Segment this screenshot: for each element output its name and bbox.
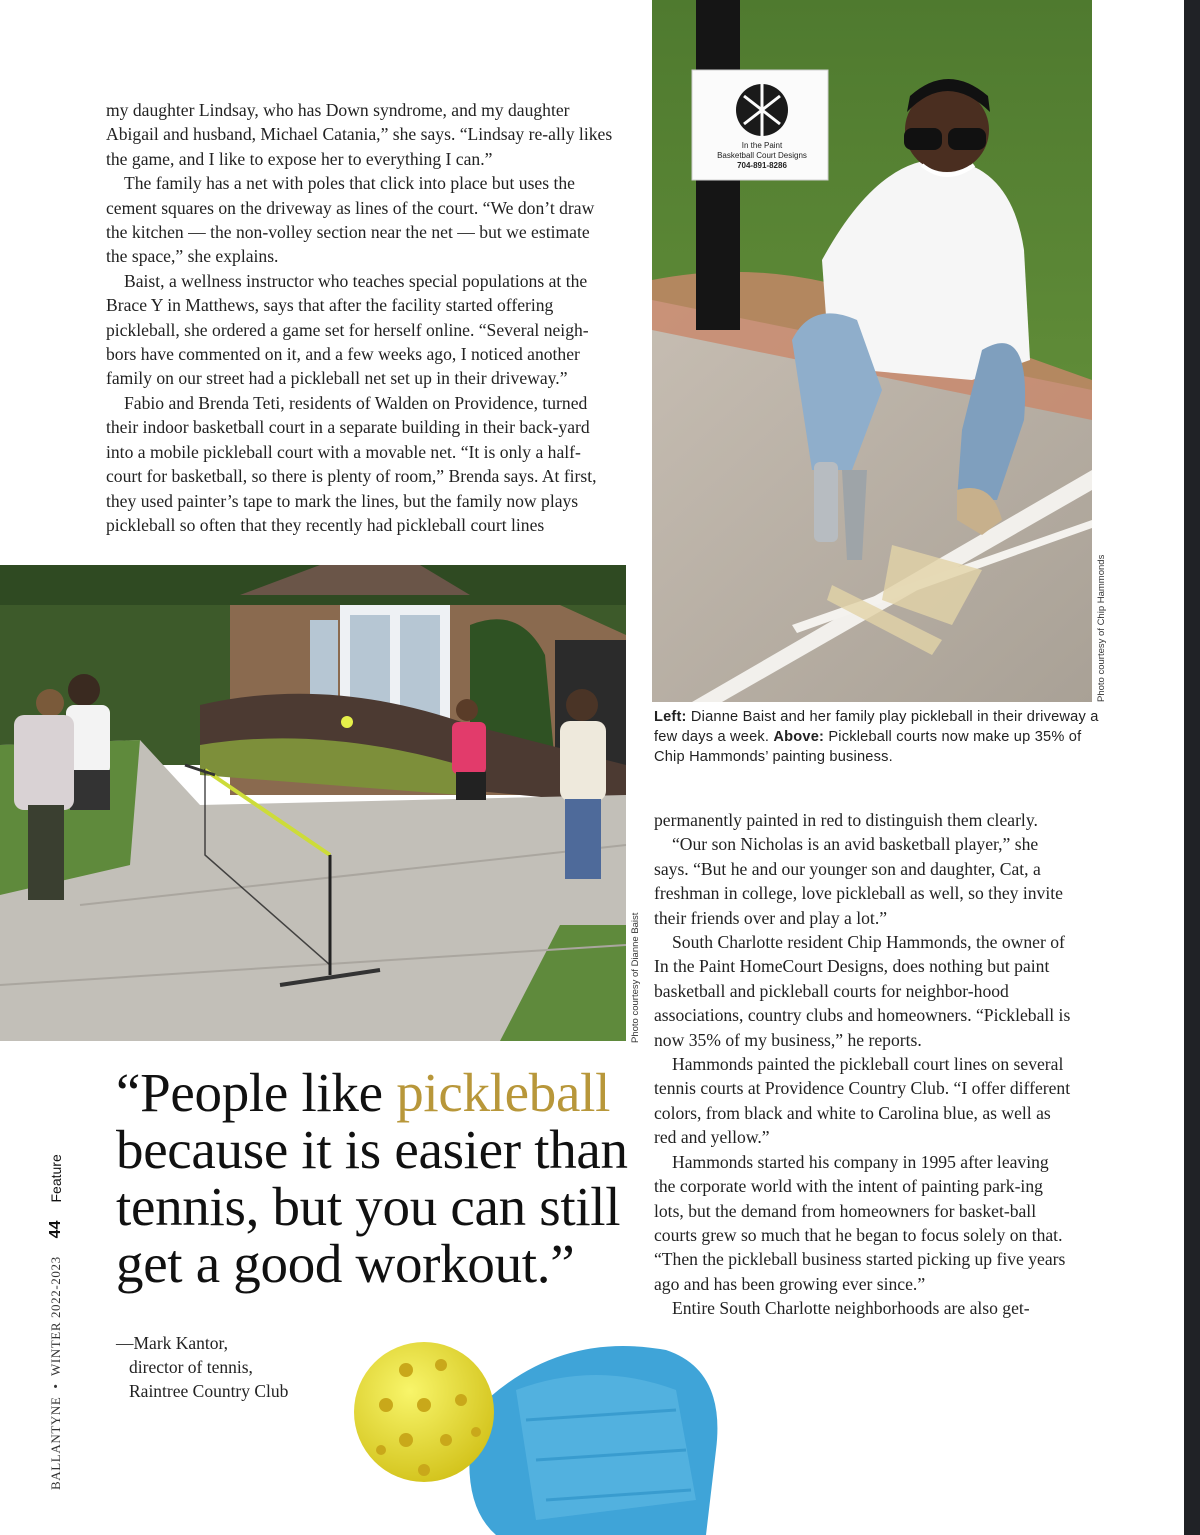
quote-open: “People like — [116, 1062, 397, 1123]
pull-quote — [116, 1064, 656, 1292]
caption-left-text: Dianne Baist and her family play pickleball in their driveway a few days a week. — [654, 709, 1099, 745]
attribution-org: Raintree Country Club — [129, 1381, 289, 1401]
page-number: 44 — [47, 1220, 64, 1239]
caption-left-label: Left: — [654, 709, 687, 725]
folio-separator: • — [48, 1384, 63, 1389]
page-edge-strip — [1184, 0, 1200, 1535]
quote-attribution — [116, 1331, 288, 1403]
family-photo-illustration — [0, 565, 626, 1041]
section-name: Feature — [48, 1154, 64, 1203]
paragraph: my daughter Lindsay, who has Down syndrome, and my daughter Abigail and husband, Michael Catania,” she says. “Lindsay re-ally likes the game, and I like to expose her to everything I can.” — [106, 100, 613, 169]
quote-rest: because it is easier than tennis, but you can still get a good workout.” — [116, 1119, 628, 1294]
sign-phone: 704-891-8286 — [737, 161, 787, 170]
hammonds-photo-illustration — [652, 0, 1092, 702]
attribution-title: director of tennis, — [129, 1357, 253, 1377]
body-column-right — [654, 808, 1074, 1321]
photo-chip-hammonds — [652, 0, 1092, 702]
photo-caption — [654, 707, 1102, 767]
caption-above-label: Above: — [773, 729, 825, 745]
sign-line-1: In the Paint — [741, 141, 783, 150]
caption-above-text: Pickleball courts now make up 35% of Chip Hammonds’ painting business. — [654, 729, 1082, 765]
paragraph: Baist, a wellness instructor who teaches special populations at the Brace Y in Matthews, says that after the facility started offering pickleball, she ordered a game set for herself online. “Several neigh-bors have commented on it, and a few weeks ago, I noticed another family on our street had a pickleball net set up in their driveway.” — [106, 270, 589, 389]
sign-line-2: Basketball Court Designs — [717, 151, 807, 160]
attribution-name: —Mark Kantor, — [116, 1333, 229, 1353]
photo-credit-right: Photo courtesy of Chip Hammonds — [1096, 554, 1107, 702]
issue-name: WINTER 2022-2023 — [48, 1256, 63, 1377]
body-column-left — [106, 98, 614, 537]
photo-credit-left: Photo courtesy of Dianne Baist — [630, 912, 641, 1043]
paragraph: “Our son Nicholas is an avid basketball player,” she says. “But he and our younger son and daughter, Cat, a freshman in college, love pickleball as well, so they invite their friends over and play a lot.” — [654, 834, 1063, 928]
paragraph: Hammonds painted the pickleball court lines on several tennis courts at Providence Country Club. “I offer different colors, from black and white to Carolina blue, as well as red and yellow.” — [654, 1054, 1071, 1148]
paragraph: South Charlotte resident Chip Hammonds, the owner of In the Paint HomeCourt Designs, does nothing but paint basketball and pickleball courts for neighbor-hood associations, country clubs and homeowners. “Pickleball is now 35% of my business,” he reports. — [654, 932, 1071, 1050]
pickleball-towel-image — [336, 1300, 736, 1535]
quote-highlight: pickleball — [396, 1062, 611, 1123]
paragraph: permanently painted in red to distinguish them clearly. — [654, 810, 1038, 830]
paragraph: The family has a net with poles that click into place but uses the cement squares on the driveway as lines of the court. “We don’t draw the kitchen — the non-volley section near the net — but we estimate the space,” she explains. — [106, 173, 595, 267]
paragraph: Entire South Charlotte neighborhoods are also get- — [672, 1298, 1030, 1319]
pickleball-illustration — [336, 1300, 736, 1535]
photo-baist-family — [0, 565, 626, 1041]
paragraph: Fabio and Brenda Teti, residents of Walden on Providence, turned their indoor basketball court in a separate building in their back-yard into a mobile pickleball court with a movable net. “It is only a half-court for basketball, so there is plenty of room,” Brenda says. At first, they used painter’s tape to mark the lines, but the family now plays pickleball so often that they recently had pickleball court lines — [106, 392, 597, 535]
paragraph: Hammonds started his company in 1995 after leaving the corporate world with the intent of painting park-ing lots, but the demand from homeowners for basket-ball courts grew so much that he began to focus solely on that. “Then the pickleball business started picking up five years ago and has been growing ever since.” — [654, 1151, 1066, 1294]
page-folio — [47, 1154, 65, 1490]
magazine-name: BALLANTYNE — [48, 1396, 63, 1490]
